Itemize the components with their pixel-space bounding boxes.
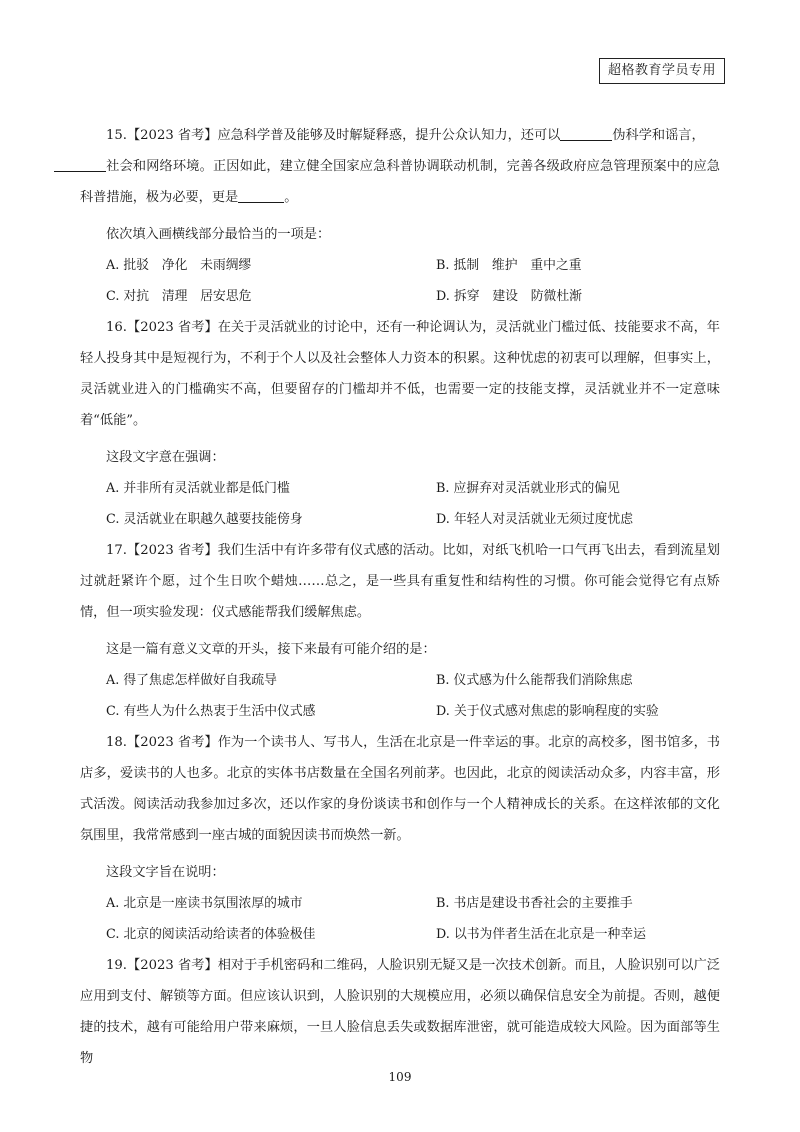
question-number: 19. bbox=[106, 958, 127, 973]
question-15-stem: 15.【2023 省考】应急科学普及能够及时解疑释惑，提升公众认知力，还可以 伪科学和谣言， 社会和网络环境。正因如此，建立健全国家应急科普协调联动机制，完善各级政府应急管理预案中的应急科普措施，极为必要，更是 。 bbox=[80, 120, 720, 213]
fill-blank bbox=[54, 157, 106, 172]
exam-tag: 【2023 省考】 bbox=[126, 735, 218, 750]
option-d: D. 年轻人对灵活就业无须过度忧虑 bbox=[436, 512, 634, 527]
exam-tag: 【2023 省考】 bbox=[126, 958, 218, 973]
question-15-options bbox=[80, 250, 720, 312]
option-c: C. 灵活就业在职越久越要技能傍身 bbox=[106, 512, 303, 527]
option-a: A. 并非所有灵活就业都是低门槛 bbox=[106, 481, 290, 496]
option-b: B. 抵制 维护 重中之重 bbox=[436, 258, 582, 273]
option-b: B. 书店是建设书香社会的主要推手 bbox=[436, 896, 633, 911]
option-b: B. 应摒弃对灵活就业形式的偏见 bbox=[436, 481, 620, 496]
question-number: 15. bbox=[106, 128, 127, 143]
question-17-prompt: 这是一篇有意义文章的开头，接下来最有可能介绍的是： bbox=[106, 642, 436, 657]
page-number: 109 bbox=[388, 1070, 412, 1084]
exam-tag: 【2023 省考】 bbox=[126, 543, 218, 558]
option-a: A. 批驳 净化 未雨绸缪 bbox=[106, 258, 252, 273]
question-number: 16. bbox=[106, 320, 127, 335]
question-number: 18. bbox=[106, 735, 127, 750]
question-16-prompt: 这段文字意在强调： bbox=[106, 450, 225, 465]
question-19-stem: 19.【2023 省考】相对于手机密码和二维码，人脸识别无疑又是一次技术创新。而且，人脸识别可以广泛应用到支付、解锁等方面。但应该认识到，人脸识别的大规模应用，必须以确保信息安全为前提。否则，越便捷的技术，越有可能给用户带来麻烦，一旦人脸信息丢失或数据库泄密，就可能造成较大风险。因为面部等生物 bbox=[80, 958, 720, 1066]
page-content bbox=[80, 120, 720, 1074]
fill-blank bbox=[238, 188, 284, 203]
exam-tag: 【2023 省考】 bbox=[126, 320, 218, 335]
option-a: A. 北京是一座读书氛围浓厚的城市 bbox=[106, 896, 303, 911]
question-17-stem: 17.【2023 省考】我们生活中有许多带有仪式感的活动。比如，对纸飞机哈一口气再飞出去，看到流星划过就赶紧许个愿，过个生日吹个蜡烛……总之，是一些具有重复性和结构性的习惯。你可能会觉得它有点矫情，但一项实验发现：仪式感能帮我们缓解焦虑。 bbox=[80, 543, 720, 620]
option-d: D. 拆穿 建设 防微杜渐 bbox=[436, 289, 582, 304]
option-d: D. 关于仪式感对焦虑的影响程度的实验 bbox=[436, 704, 659, 719]
question-16-stem: 16.【2023 省考】在关于灵活就业的讨论中，还有一种论调认为，灵活就业门槛过低、技能要求不高，年轻人投身其中是短视行为，不利于个人以及社会整体人力资本的积累。这种忧虑的初衷可以理解，但事实上，灵活就业进入的门槛确实不高，但要留存的门槛却并不低，也需要一定的技能支撑，灵活就业并不一定意味着“低能”。 bbox=[80, 320, 720, 428]
option-d: D. 以书为伴者生活在北京是一种幸运 bbox=[436, 927, 646, 942]
option-c: C. 对抗 清理 居安思危 bbox=[106, 289, 252, 304]
question-18-prompt: 这段文字旨在说明： bbox=[106, 865, 225, 880]
question-18-options bbox=[80, 888, 720, 950]
option-c: C. 有些人为什么热衷于生活中仪式感 bbox=[106, 704, 316, 719]
question-18-stem: 18.【2023 省考】作为一个读书人、写书人，生活在北京是一件幸运的事。北京的高校多，图书馆多，书店多，爱读书的人也多。北京的实体书店数量在全国名列前茅。也因此，北京的阅读活动众多，内容丰富，形式活泼。阅读活动我参加过多次，还以作家的身份谈读书和创作与一个人精神成长的关系。在这样浓郁的文化氛围里，我常常感到一座古城的面貌因读书而焕然一新。 bbox=[80, 735, 720, 843]
question-16-options bbox=[80, 473, 720, 535]
question-15-prompt: 依次填入画横线部分最恰当的一项是： bbox=[106, 227, 331, 242]
option-b: B. 仪式感为什么能帮我们消除焦虑 bbox=[436, 673, 633, 688]
question-number: 17. bbox=[106, 543, 127, 558]
option-c: C. 北京的阅读活动给读者的体验极佳 bbox=[106, 927, 316, 942]
fill-blank bbox=[560, 126, 612, 141]
exam-tag: 【2023 省考】 bbox=[126, 128, 218, 143]
question-17-options bbox=[80, 665, 720, 727]
option-a: A. 得了焦虑怎样做好自我疏导 bbox=[106, 673, 277, 688]
exclusive-use-stamp: 超格教育学员专用 bbox=[599, 58, 725, 84]
